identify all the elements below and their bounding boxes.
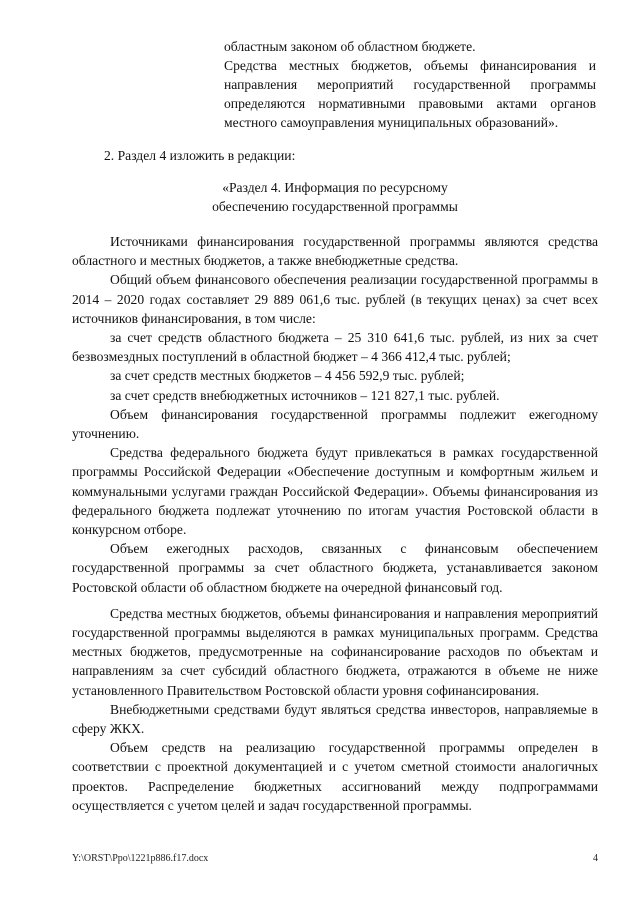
section-title-line-2: обеспечению государственной программы bbox=[212, 199, 458, 214]
paragraph-regional-budget: за счет средств областного бюджета – 25 310 641,6 тыс. рублей, из них за счет безвозмездных поступлений в областной бюджет – 4 366 412,4 тыс. рублей; bbox=[72, 330, 598, 365]
paragraph-total-volume: Общий объем финансового обеспечения реализации государственной программы в 2014 – 2020 годах составляет 29 889 061,6 тыс. рублей (в текущих ценах) за счет всех источников финансирования, в том числе: bbox=[72, 272, 598, 326]
page-number: 4 bbox=[593, 853, 598, 864]
paragraph-funds-allocation: Объем средств на реализацию государственной программы определен в соответствии с проектной документацией и с учетом сметной стоимости аналогичных проектов. Распределение бюджетных ассигнований между подпрограммами осуществляется с учетом целей и задач государственной программы. bbox=[72, 740, 598, 813]
paragraph-sources: Источниками финансирования государственной программы являются средства областного и местных бюджетов, а также внебюджетные средства. bbox=[72, 234, 598, 269]
section-title bbox=[72, 178, 598, 216]
paragraph-annual-expenses: Объем ежегодных расходов, связанных с финансовым обеспечением государственной программы за счет областного бюджета, устанавливается законом Ростовской области об областном бюджете на очередной финансовый год. bbox=[72, 541, 598, 595]
paragraph-federal-budget: Средства федерального бюджета будут привлекаться в рамках государственной программы Российской Федерации «Обеспечение доступным и комфортным жильем и коммунальными услугами граждан Российской Федерации». Объемы финансирования из федерального бюджета подлежат уточнению по итогам участия Ростовской области в конкурсном отборе. bbox=[72, 445, 598, 538]
quote-line-1: областным законом об областном бюджете. bbox=[224, 39, 476, 54]
amendment-item-2: 2. Раздел 4 изложить в редакции: bbox=[104, 148, 296, 163]
continued-quote bbox=[224, 37, 596, 132]
paragraph-investors: Внебюджетными средствами будут являться средства инвесторов, направляемые в сферу ЖКХ. bbox=[72, 701, 598, 737]
footer-file-path: Y:\ORST\Ppo\1221p886.f17.docx bbox=[72, 853, 209, 864]
paragraph-extrabudgetary: за счет средств внебюджетных источников – 121 827,1 тыс. рублей. bbox=[110, 387, 500, 403]
section-title-line-1: «Раздел 4. Информация по ресурсному bbox=[222, 180, 448, 195]
quote-paragraph-2: Средства местных бюджетов, объемы финансирования и направления мероприятий государственной программы определяются нормативными правовыми актами органов местного самоуправления муниципальных образований». bbox=[224, 58, 596, 130]
section-body bbox=[72, 232, 598, 815]
paragraph-local-budget: за счет средств местных бюджетов – 4 456 592,9 тыс. рублей; bbox=[110, 368, 465, 384]
paragraph-annual-refinement: Объем финансирования государственной программы подлежит ежегодному уточнению. bbox=[72, 406, 598, 442]
paragraph-local-programs: Средства местных бюджетов, объемы финансирования и направления мероприятий государственной программы выделяются в рамках муниципальных программ. Средства местных бюджетов, предусмотренные на софинансирование расходов по объектам и направлениям за счет субсидий областного бюджета, отражаются в объеме не ниже установленного Правительством Ростовской области уровня софинансирования. bbox=[72, 605, 598, 698]
